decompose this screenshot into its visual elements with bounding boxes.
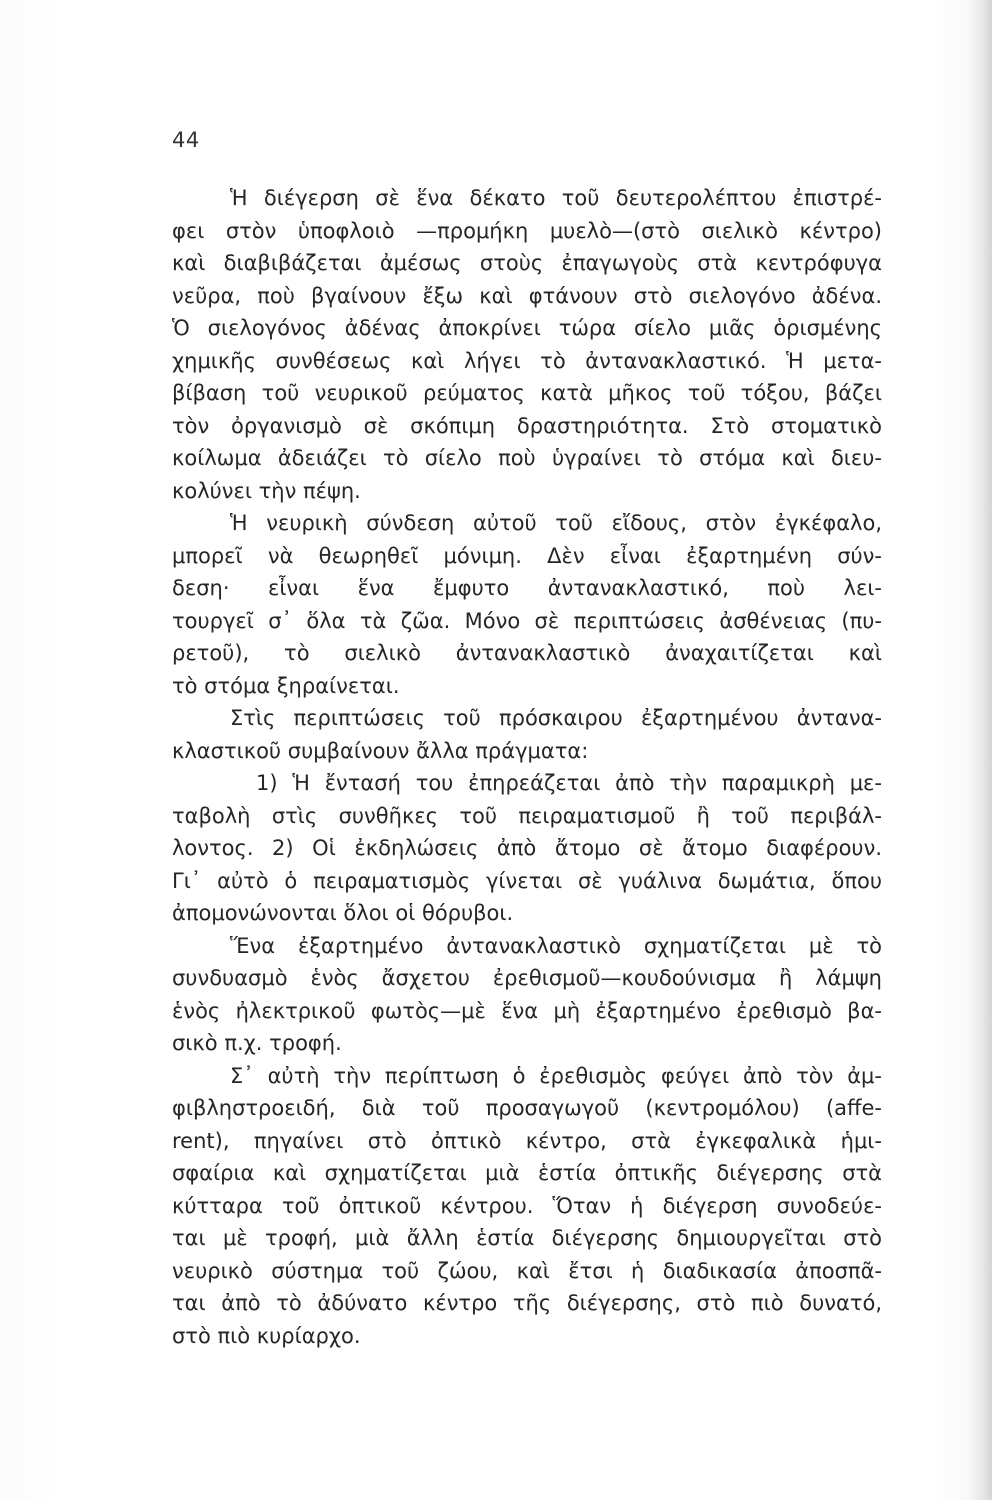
- text-line: ἑνὸς ἠλεκτρικοῦ φωτὸς—μὲ ἕνα μὴ ἐξαρτημένο ἐρεθισμὸ βα-: [172, 998, 882, 1023]
- text-line: τὸν ὀργανισμὸ σὲ σκόπιμη δραστηριότητα. Στὸ στοματικὸ: [172, 413, 882, 438]
- text-line: Ἡ νευρικὴ σύνδεση αὐτοῦ τοῦ εἴδους, στὸν ἐγκέφαλο,: [230, 511, 882, 535]
- text-line: ἀπομονώνονται ὅλοι οἱ θόρυβοι.: [172, 901, 514, 925]
- text-line: κολύνει τὴν πέψη.: [172, 478, 361, 503]
- page-number: 44: [172, 128, 200, 152]
- text-line: Σ᾽ αὐτὴ τὴν περίπτωση ὁ ἐρεθισμὸς φεύγει ἀπὸ τὸν ἀμ-: [230, 1063, 882, 1088]
- text-line: Ἕνα ἐξαρτημένο ἀντανακλαστικὸ σχηματίζεται μὲ τὸ: [230, 933, 882, 958]
- text-line: τουργεῖ σ᾽ ὅλα τὰ ζῶα. Μόνο σὲ περιπτώσεις ἀσθένειας (πυ-: [172, 608, 882, 633]
- text-line: φιβληστροειδή, διὰ τοῦ προσαγωγοῦ (κεντρομόλου) (affe-: [172, 1096, 882, 1120]
- text-line: Ἡ διέγερση σὲ ἕνα δέκατο τοῦ δευτερολέπτου ἐπιστρέ-: [230, 186, 882, 210]
- body-text: [172, 182, 882, 1352]
- text-line: Στὶς περιπτώσεις τοῦ πρόσκαιρου ἐξαρτημένου ἀντανα-: [230, 706, 882, 730]
- text-line: χημικῆς συνθέσεως καὶ λήγει τὸ ἀντανακλαστικό. Ἡ μετα-: [172, 348, 882, 373]
- text-line: φει στὸν ὑποφλοιὸ —προμήκη μυελὸ—(στὸ σιελικὸ κέντρο): [172, 218, 882, 243]
- text-line: κλαστικοῦ συμβαίνουν ἄλλα πράγματα:: [172, 738, 589, 763]
- text-line: βίβαση τοῦ νευρικοῦ ρεύματος κατὰ μῆκος τοῦ τόξου, βάζει: [172, 381, 882, 405]
- text-line: δεση· εἶναι ἕνα ἔμφυτο ἀντανακλαστικό, ποὺ λει-: [172, 576, 882, 600]
- page-edge-shadow: [966, 0, 992, 1500]
- text-line: σικὸ π.χ. τροφή.: [172, 1031, 342, 1055]
- text-line: μπορεῖ νὰ θεωρηθεῖ μόνιμη. Δὲν εἶναι ἐξαρτημένη σύν-: [172, 543, 882, 568]
- text-line: στὸ πιὸ κυρίαρχο.: [172, 1323, 361, 1348]
- text-line: Γι᾽ αὐτὸ ὁ πειραματισμὸς γίνεται σὲ γυάλινα δωμάτια, ὅπου: [172, 868, 882, 893]
- text-line: κοίλωμα ἀδειάζει τὸ σίελο ποὺ ὑγραίνει τὸ στόμα καὶ διευ-: [172, 446, 882, 470]
- text-line: ται ἀπὸ τὸ ἀδύνατο κέντρο τῆς διέγερσης, στὸ πιὸ δυνατό,: [172, 1291, 882, 1315]
- text-line: 1) Ἡ ἔντασή του ἐπηρεάζεται ἀπὸ τὴν παραμικρὴ με-: [256, 771, 882, 795]
- text-line: συνδυασμὸ ἑνὸς ἄσχετου ἐρεθισμοῦ—κουδούνισμα ἢ λάμψη: [172, 966, 882, 990]
- text-line: Ὁ σιελογόνος ἀδένας ἀποκρίνει τώρα σίελο μιᾶς ὁρισμένης: [172, 316, 882, 340]
- text-line: κύτταρα τοῦ ὀπτικοῦ κέντρου. Ὅταν ἡ διέγερση συνοδεύε-: [172, 1193, 882, 1218]
- text-line: ταβολὴ στὶς συνθῆκες τοῦ πειραματισμοῦ ἢ τοῦ περιβάλ-: [172, 803, 882, 828]
- text-line: λοντος. 2) Οἱ ἐκδηλώσεις ἀπὸ ἄτομο σὲ ἄτομο διαφέρουν.: [172, 836, 882, 860]
- text-line: σφαίρια καὶ σχηματίζεται μιὰ ἑστία ὀπτικῆς διέγερσης στὰ: [172, 1161, 882, 1185]
- text-line: ται μὲ τροφή, μιὰ ἄλλη ἑστία διέγερσης δημιουργεῖται στὸ: [172, 1226, 882, 1250]
- text-line: νεῦρα, ποὺ βγαίνουν ἔξω καὶ φτάνουν στὸ σιελογόνο ἀδένα.: [172, 283, 882, 308]
- text-line: ρετοῦ), τὸ σιελικὸ ἀντανακλαστικὸ ἀναχαιτίζεται καὶ: [172, 641, 882, 665]
- text-line: τὸ στόμα ξηραίνεται.: [172, 673, 400, 698]
- text-line: rent), πηγαίνει στὸ ὀπτικὸ κέντρο, στὰ ἐγκεφαλικὰ ἡμι-: [172, 1128, 882, 1153]
- text-line: καὶ διαβιβάζεται ἀμέσως στοὺς ἐπαγωγοὺς στὰ κεντρόφυγα: [172, 251, 882, 275]
- text-line: νευρικὸ σύστημα τοῦ ζώου, καὶ ἔτσι ἡ διαδικασία ἀποσπᾶ-: [172, 1258, 882, 1283]
